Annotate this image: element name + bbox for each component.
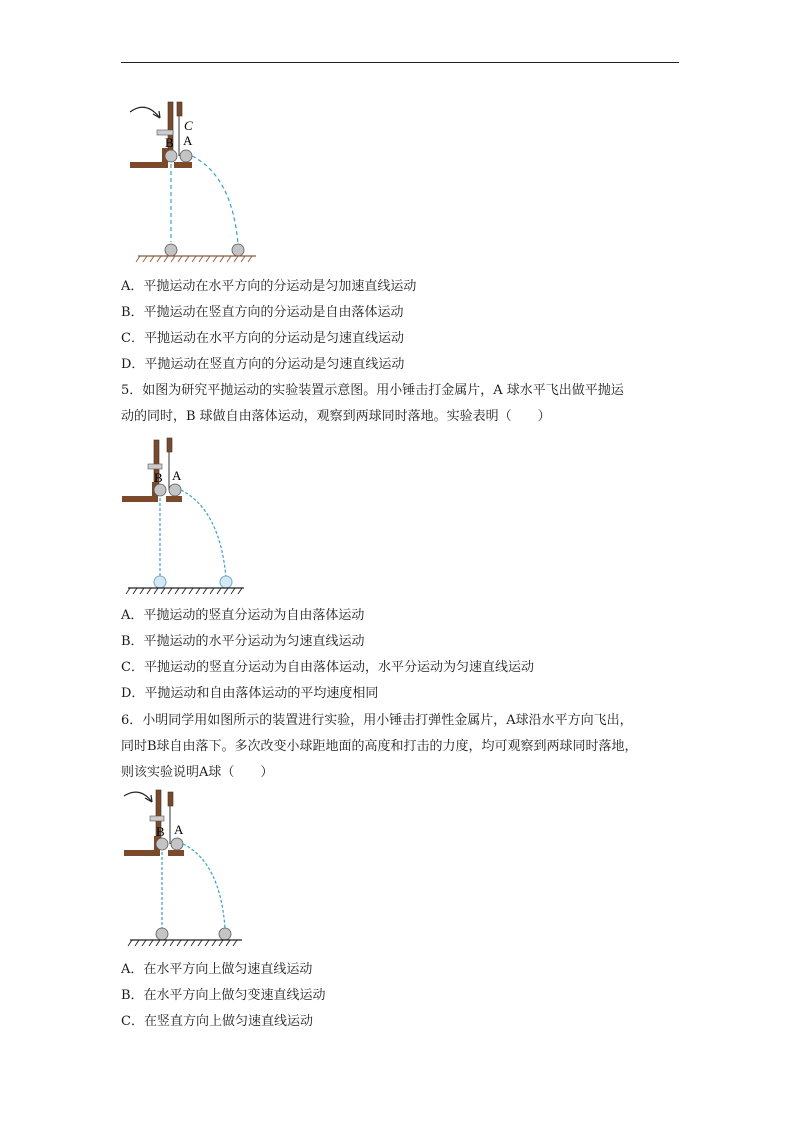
question-6 — [121, 708, 681, 786]
question-6-line-2: 同时B球自由落下。多次改变小球距地面的高度和打击的力度，均可观察到两球同时落地， — [121, 739, 638, 754]
q6-option-c: C．在竖直方向上做匀速直线运动 — [121, 1014, 313, 1029]
header-rule — [121, 62, 679, 63]
question-6-line-1: 6．小明同学用如图所示的装置进行实验，用小锤击打弹性金属片，A球沿水平方向飞出， — [121, 713, 633, 728]
label-b: B — [156, 824, 165, 839]
q6-option-b: B．在水平方向上做匀变速直线运动 — [121, 988, 326, 1003]
question-6-line-3: 则该实验说明A球（ ） — [121, 765, 274, 780]
q4-option-a: A．平抛运动在水平方向的分运动是匀加速直线运动 — [121, 279, 417, 294]
label-c: C — [184, 118, 193, 133]
q5-option-c: C．平抛运动的竖直分运动为自由落体运动，水平分运动为匀速直线运动 — [121, 660, 534, 675]
q5-option-b: B．平抛运动的水平分运动为匀速直线运动 — [121, 634, 365, 649]
label-a: A — [174, 822, 184, 837]
q6-option-a: A．在水平方向上做匀速直线运动 — [121, 962, 313, 977]
label-a: A — [183, 133, 193, 148]
label-b: B — [165, 135, 174, 150]
q5-option-a: A．平抛运动的竖直分运动为自由落体运动 — [121, 608, 365, 623]
question-5-line-1: 5．如图为研究平抛运动的实验装置示意图。用小锤击打金属片，A 球水平飞出做平抛运 — [121, 383, 624, 398]
figure-apparatus-2 — [118, 432, 268, 602]
question-5-line-2: 动的同时，B 球做自由落体运动，观察到两球同时落地。实验表明（ ） — [121, 409, 551, 424]
label-a: A — [172, 468, 182, 483]
label-b: B — [154, 470, 163, 485]
figure-apparatus-1 — [120, 92, 270, 267]
question-5 — [121, 378, 681, 430]
q4-option-d: D．平抛运动在竖直方向的分运动是匀速直线运动 — [121, 357, 405, 372]
figure-apparatus-3 — [118, 786, 268, 956]
q4-option-c: C．平抛运动在水平方向的分运动是匀速直线运动 — [121, 331, 404, 346]
q5-option-d: D．平抛运动和自由落体运动的平均速度相同 — [121, 686, 379, 701]
q4-option-b: B．平抛运动在竖直方向的分运动是自由落体运动 — [121, 305, 404, 320]
